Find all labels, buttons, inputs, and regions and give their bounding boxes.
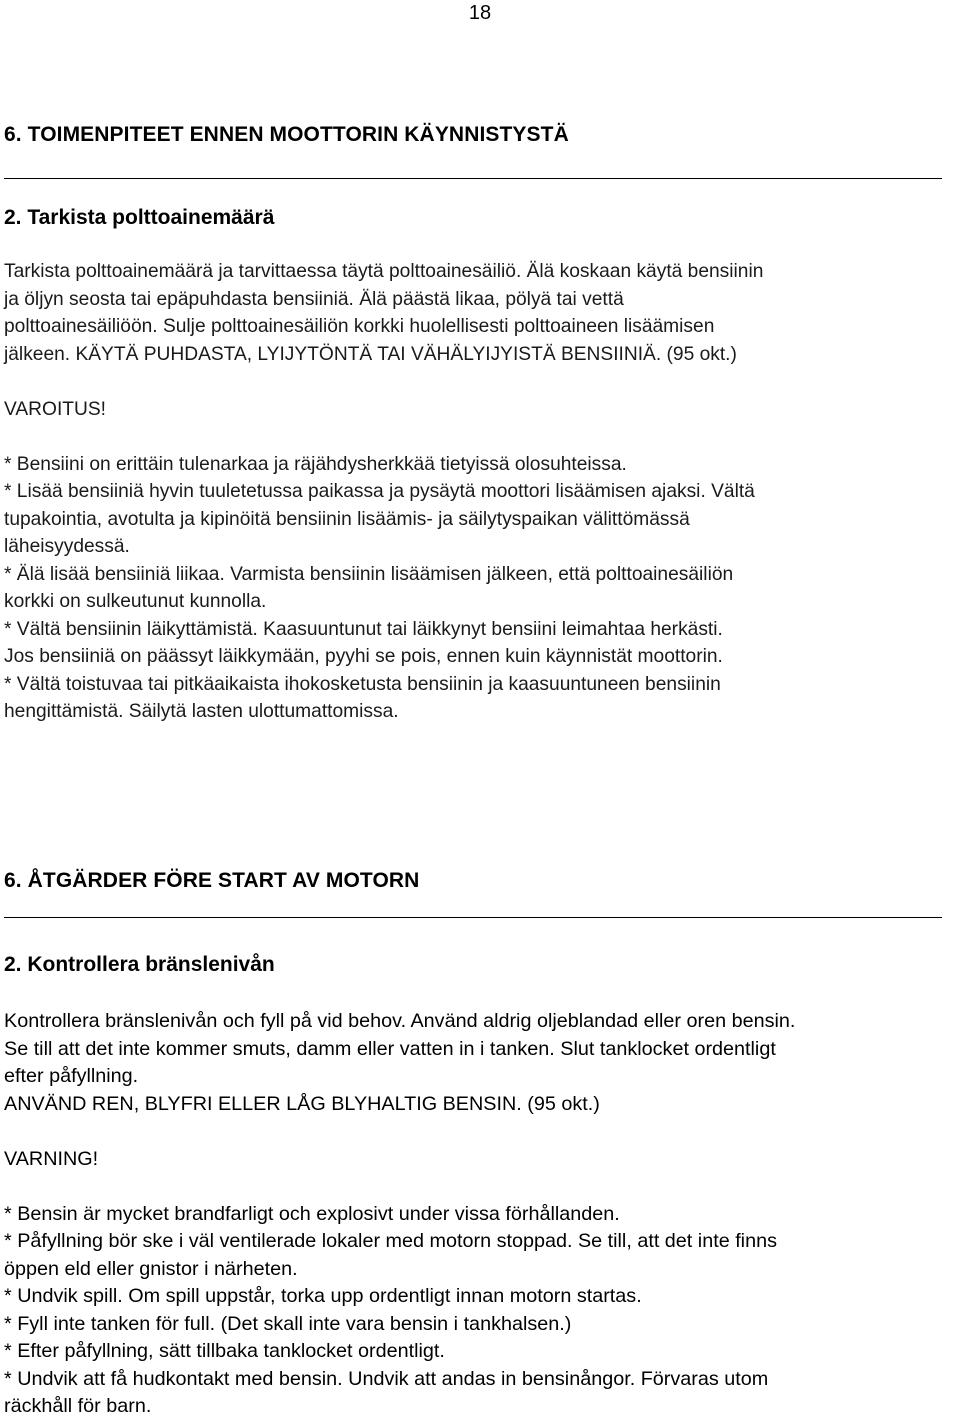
warning-line: * Undvik spill. Om spill uppstår, torka upp ordentligt innan motorn startas. xyxy=(4,1285,642,1307)
warning-line: * Vältä toistuvaa tai pitkäaikaista ihokosketusta bensiinin ja kaasuuntuneen bensiinin xyxy=(4,673,721,695)
warning-line: räckhåll för barn. xyxy=(4,1395,152,1417)
warning-title-swedish: VARNING! xyxy=(4,1147,99,1170)
intro-line: jälkeen. KÄYTÄ PUHDASTA, LYIJYTÖNTÄ TAI VÄHÄLYIJYISTÄ BENSIINIÄ. (95 okt.) xyxy=(4,343,737,365)
section-divider-finnish xyxy=(4,178,942,179)
intro-line: ANVÄND REN, BLYFRI ELLER LÅG BLYHALTIG BENSIN. (95 okt.) xyxy=(4,1092,600,1115)
intro-line: efter påfyllning. xyxy=(4,1065,139,1087)
section-title-swedish: 6. ÅTGÄRDER FÖRE START AV MOTORN xyxy=(4,869,420,892)
intro-line: ja öljyn seosta tai epäpuhdasta bensiiniä. Älä päästä likaa, pölyä tai vettä xyxy=(4,288,624,310)
warning-line: * Efter påfyllning, sätt tillbaka tanklocket ordentligt. xyxy=(4,1340,445,1362)
subtitle-swedish: 2. Kontrollera bränslenivån xyxy=(4,953,275,976)
section-divider-swedish xyxy=(4,917,942,918)
intro-line: Se till att det inte kommer smuts, damm eller vatten in i tanken. Slut tanklocket ordentligt xyxy=(4,1037,776,1060)
warning-line: * Påfyllning bör ske i väl ventilerade lokaler med motorn stoppad. Se till, att det inte finns xyxy=(4,1230,777,1252)
intro-finnish xyxy=(4,258,763,726)
warning-line: läheisyydessä. xyxy=(4,536,130,557)
warning-line: öppen eld eller gnistor i närheten. xyxy=(4,1257,298,1280)
warning-line: * Bensiini on erittäin tulenarkaa ja räjähdysherkkää tietyissä olosuhteissa. xyxy=(4,453,627,475)
page-number: 18 xyxy=(468,2,492,24)
warning-line: Jos bensiiniä on päässyt läikkymään, pyyhi se pois, ennen kuin käynnistät moottorin. xyxy=(4,646,723,667)
intro-swedish xyxy=(4,1008,795,1421)
warning-line: * Bensin är mycket brandfarligt och explosivt under vissa förhållanden. xyxy=(4,1202,620,1225)
intro-line: Tarkista polttoainemäärä ja tarvittaessa täytä polttoainesäiliö. Älä koskaan käytä bensiinin xyxy=(4,261,764,282)
warning-line: korkki on sulkeutunut kunnolla. xyxy=(4,591,267,612)
intro-line: Kontrollera bränslenivån och fyll på vid behov. Använd aldrig oljeblandad eller oren bensin. xyxy=(4,1010,796,1032)
subtitle-finnish: 2. Tarkista polttoainemäärä xyxy=(4,206,275,229)
warning-line: * Älä lisää bensiiniä liikaa. Varmista bensiinin lisäämisen jälkeen, että polttoainesäiliön xyxy=(4,563,734,585)
warning-line: * Fyll inte tanken för full. (Det skall inte vara bensin i tankhalsen.) xyxy=(4,1312,572,1335)
warning-line: * Vältä bensiinin läikyttämistä. Kaasuuntunut tai läikkynyt bensiini leimahtaa herkästi. xyxy=(4,618,723,640)
section-title-finnish: 6. TOIMENPITEET ENNEN MOOTTORIN KÄYNNISTYSTÄ xyxy=(4,123,569,146)
warning-line: tupakointia, avotulta ja kipinöitä bensiinin lisäämis- ja säilytyspaikan välittömässä xyxy=(4,508,690,530)
warning-line: * Lisää bensiiniä hyvin tuuletetussa paikassa ja pysäytä moottori lisäämisen ajaksi. Vältä xyxy=(4,481,755,502)
warning-line: hengittämistä. Säilytä lasten ulottumattomissa. xyxy=(4,701,399,722)
intro-line: polttoainesäiliöön. Sulje polttoainesäiliön korkki huolellisesti polttoaineen lisäämisen xyxy=(4,316,715,337)
warning-title-finnish: VAROITUS! xyxy=(4,398,106,420)
warning-line: * Undvik att få hudkontakt med bensin. Undvik att andas in bensinångor. Förvaras utom xyxy=(4,1367,769,1390)
